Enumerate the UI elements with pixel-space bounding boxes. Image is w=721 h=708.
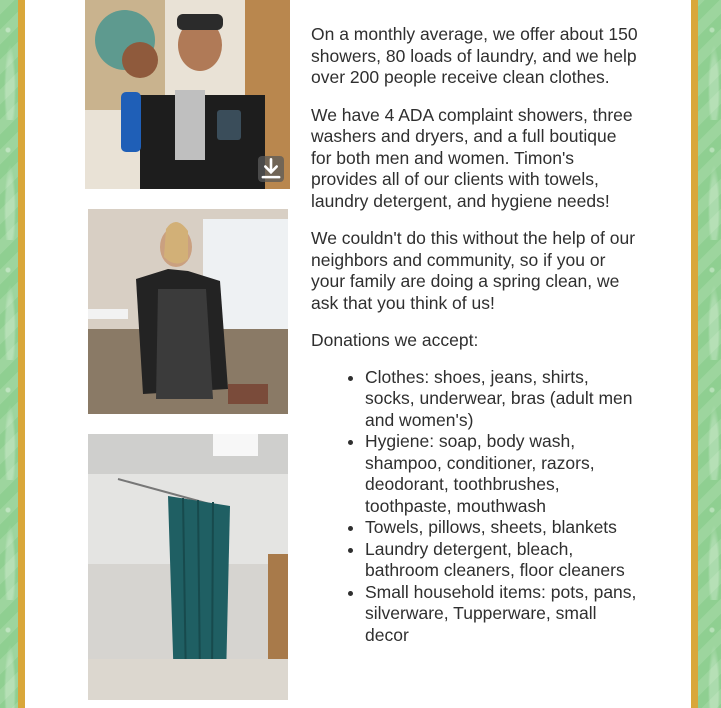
list-item: • Clothes: shoes, jeans, shirts, socks, underwear, bras (adult men and women's) — [365, 367, 641, 432]
photo-ada-shower[interactable] — [88, 434, 288, 700]
download-icon — [258, 156, 284, 182]
photo-man-with-jacket[interactable] — [88, 209, 288, 414]
list-item: • Laundry detergent, bleach, bathroom cleaners, floor cleaners — [365, 539, 641, 582]
paragraph-monthly-average: On a monthly average, we offer about 150 showers, 80 loads of laundry, and we help over 200 people receive clean clothes. — [311, 24, 638, 87]
paragraph-community-ask: We couldn't do this without the help of our neighbors and community, so if you or your family are doing a spring clean, we ask that you think of us! — [311, 228, 636, 313]
download-button[interactable] — [258, 156, 284, 182]
donations-list — [365, 367, 641, 647]
text-column — [311, 24, 641, 646]
list-item: • Hygiene: soap, body wash, shampoo, conditioner, razors, deodorant, toothbrushes, toothpaste, mouthwash — [365, 431, 641, 517]
donations-heading: Donations we accept: — [311, 330, 479, 350]
paragraph-facilities: We have 4 ADA complaint showers, three washers and dryers, and a full boutique for both men and women. Timon's provides all of our clients with towels, laundry detergent, and hygiene needs! — [311, 104, 633, 211]
photo-man-with-hygiene-items[interactable] — [85, 0, 290, 189]
photo-jacket-illustration — [88, 209, 288, 414]
list-item: • Towels, pillows, sheets, blankets — [365, 517, 641, 539]
photo-shower-illustration — [88, 434, 288, 700]
list-item: • Small household items: pots, pans, silverware, Tupperware, small decor — [365, 582, 641, 647]
